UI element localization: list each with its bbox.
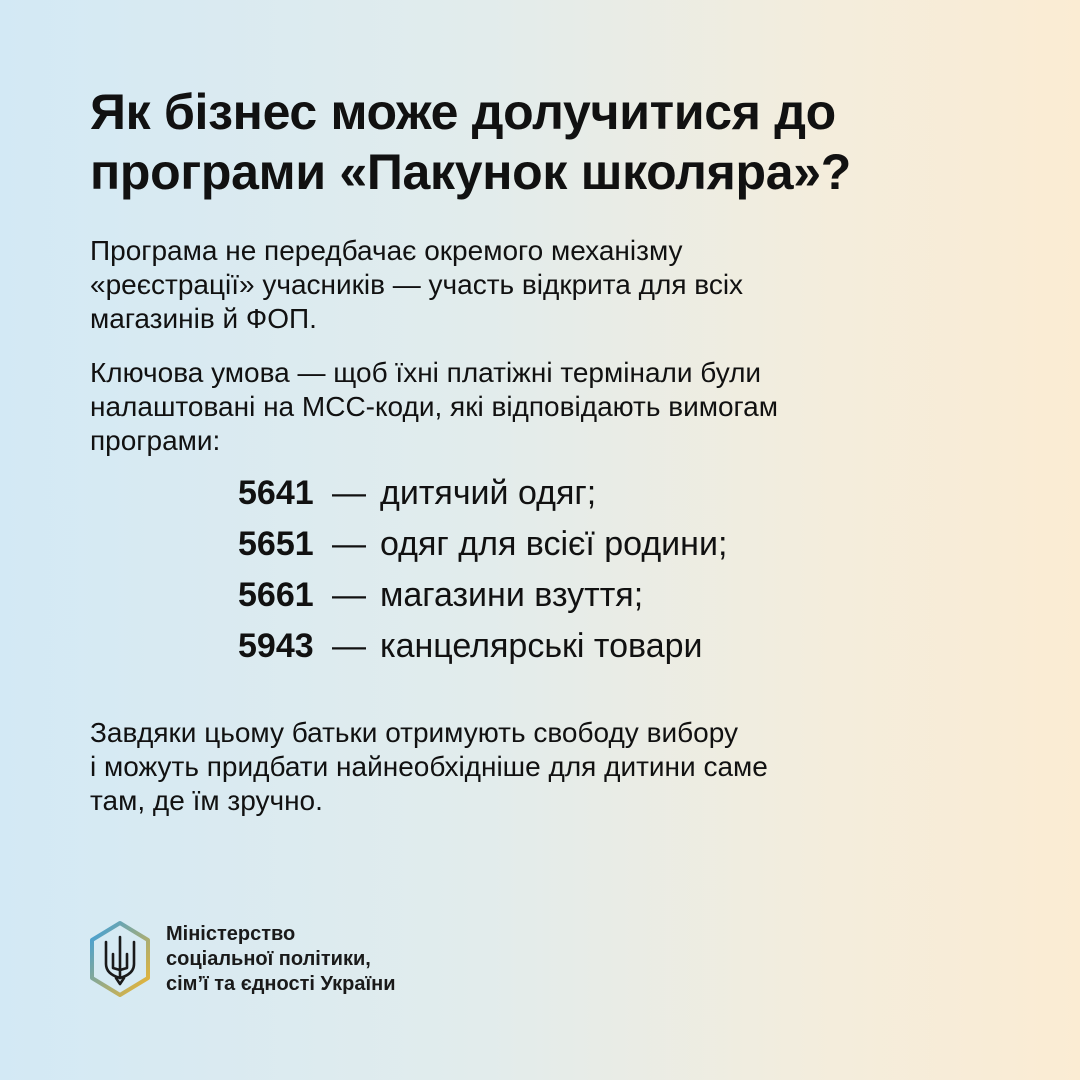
trident-hexagon-icon — [88, 920, 152, 998]
mcc-code: 5651 — [238, 525, 314, 563]
mcc-code: 5943 — [238, 627, 314, 665]
mcc-description: одяг для всієї родини; — [380, 525, 728, 563]
intro-line-2: «реєстрації» учасників — участь відкрита для всіх — [90, 269, 744, 300]
conclusion-paragraph — [90, 716, 990, 818]
mcc-dash: — — [332, 627, 366, 665]
mcc-code-item — [238, 519, 727, 570]
mcc-code-item — [238, 621, 727, 672]
mcc-code-list — [238, 468, 727, 672]
ministry-name — [166, 922, 396, 997]
conclusion-line-2: і можуть придбати найнеобхідніше для дитини саме — [90, 751, 768, 782]
mcc-dash: — — [332, 576, 366, 614]
intro-line-1: Програма не передбачає окремого механізму — [90, 235, 683, 266]
mcc-code-item — [238, 570, 727, 621]
condition-paragraph — [90, 356, 990, 458]
intro-paragraph — [90, 234, 990, 336]
mcc-dash: — — [332, 525, 366, 563]
conclusion-line-3: там, де їм зручно. — [90, 785, 323, 816]
mcc-description: дитячий одяг; — [380, 474, 597, 512]
conclusion-line-1: Завдяки цьому батьки отримують свободу вибору — [90, 717, 738, 748]
condition-line-1: Ключова умова — щоб їхні платіжні термінали були — [90, 357, 762, 388]
mcc-description: канцелярські товари — [380, 627, 703, 665]
ministry-line-2: соціальної політики, — [166, 948, 371, 970]
ministry-line-1: Міністерство — [166, 923, 296, 945]
condition-line-3: програми: — [90, 425, 221, 456]
mcc-code-item — [238, 468, 727, 519]
mcc-dash: — — [332, 474, 366, 512]
ministry-line-3: сім’ї та єдності України — [166, 973, 396, 995]
intro-line-3: магазинів й ФОП. — [90, 303, 317, 334]
mcc-code: 5661 — [238, 576, 314, 614]
condition-line-2: налаштовані на МСС-коди, які відповідають вимогам — [90, 391, 778, 422]
title-line-1: Як бізнес може долучитися до — [90, 84, 836, 140]
mcc-code: 5641 — [238, 474, 314, 512]
page-title — [90, 82, 1010, 202]
mcc-description: магазини взуття; — [380, 576, 644, 614]
title-line-2: програми «Пакунок школяра»? — [90, 144, 851, 200]
